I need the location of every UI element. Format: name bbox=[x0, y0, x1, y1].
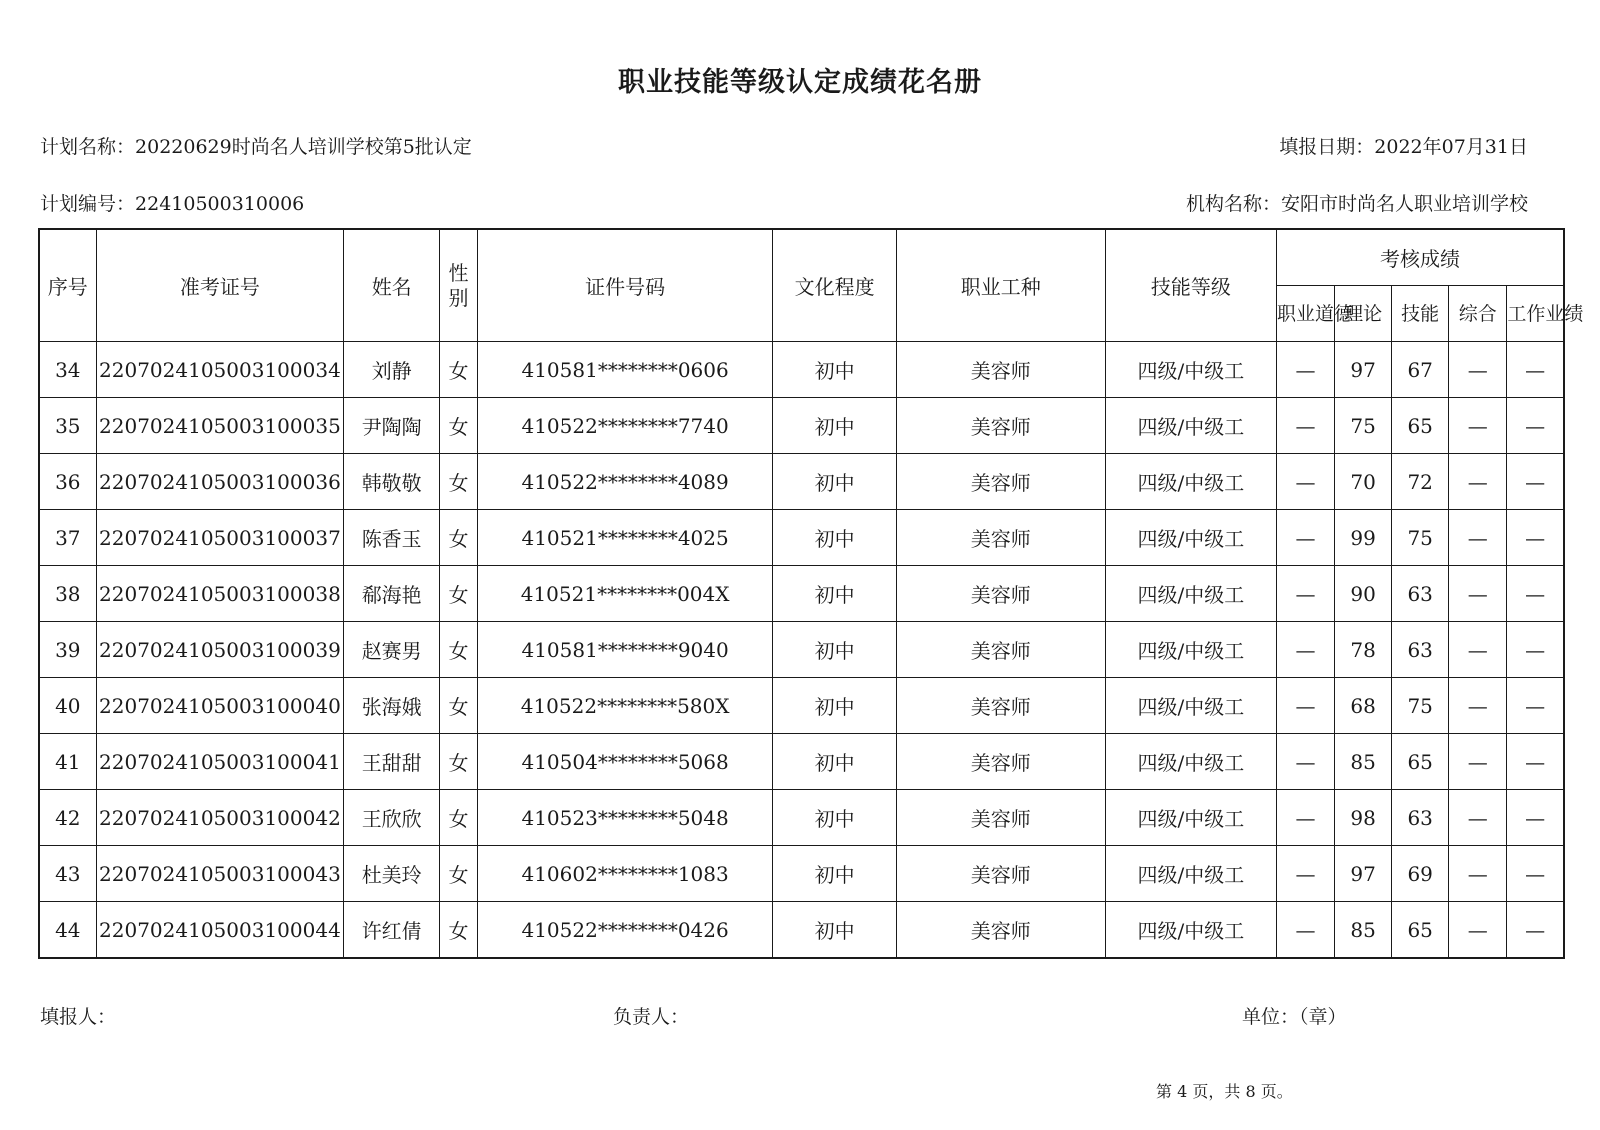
cell-education: 初中 bbox=[773, 678, 896, 734]
cell-theory: 75 bbox=[1335, 398, 1392, 454]
cell-skill: 69 bbox=[1392, 846, 1449, 902]
cell-gender: 女 bbox=[440, 734, 478, 790]
col-header-skill: 技能 bbox=[1392, 286, 1449, 342]
cell-name: 陈香玉 bbox=[344, 510, 440, 566]
cell-ticket: 2207024105003100035 bbox=[96, 398, 344, 454]
cell-seq: 34 bbox=[39, 342, 96, 398]
cell-occupation: 美容师 bbox=[896, 790, 1105, 846]
plan-name-line bbox=[40, 132, 472, 159]
cell-skill: 67 bbox=[1392, 342, 1449, 398]
cell-education: 初中 bbox=[773, 398, 896, 454]
cell-ethics: — bbox=[1276, 734, 1334, 790]
org-name-value: 安阳市时尚名人职业培训学校 bbox=[1280, 193, 1528, 215]
cell-work: — bbox=[1507, 510, 1564, 566]
cell-overall: — bbox=[1449, 902, 1507, 959]
header-row bbox=[39, 229, 1564, 286]
cell-theory: 97 bbox=[1335, 342, 1392, 398]
cell-id-no: 410602********1083 bbox=[477, 846, 773, 902]
cell-level: 四级/中级工 bbox=[1105, 790, 1276, 846]
cell-ethics: — bbox=[1276, 678, 1334, 734]
cell-skill: 63 bbox=[1392, 622, 1449, 678]
cell-ethics: — bbox=[1276, 398, 1334, 454]
cell-work: — bbox=[1507, 454, 1564, 510]
cell-skill: 65 bbox=[1392, 734, 1449, 790]
cell-name: 刘静 bbox=[344, 342, 440, 398]
cell-overall: — bbox=[1449, 342, 1507, 398]
cell-work: — bbox=[1507, 902, 1564, 959]
table-row bbox=[39, 510, 1564, 566]
cell-theory: 97 bbox=[1335, 846, 1392, 902]
cell-gender: 女 bbox=[440, 790, 478, 846]
cell-ethics: — bbox=[1276, 902, 1334, 959]
cell-name: 王甜甜 bbox=[344, 734, 440, 790]
cell-education: 初中 bbox=[773, 510, 896, 566]
plan-no-value: 22410500310006 bbox=[135, 193, 305, 215]
cell-id-no: 410504********5068 bbox=[477, 734, 773, 790]
cell-ethics: — bbox=[1276, 566, 1334, 622]
cell-level: 四级/中级工 bbox=[1105, 846, 1276, 902]
plan-no-label: 计划编号： bbox=[40, 193, 136, 215]
cell-ticket: 2207024105003100039 bbox=[96, 622, 344, 678]
table-row bbox=[39, 790, 1564, 846]
manager-label: 负责人： bbox=[613, 1006, 690, 1028]
cell-ticket: 2207024105003100041 bbox=[96, 734, 344, 790]
col-header-seq: 序号 bbox=[39, 229, 96, 342]
cell-work: — bbox=[1507, 398, 1564, 454]
table-row bbox=[39, 734, 1564, 790]
cell-theory: 70 bbox=[1335, 454, 1392, 510]
fill-date-value: 2022年07月31日 bbox=[1374, 136, 1528, 158]
cell-work: — bbox=[1507, 566, 1564, 622]
cell-ticket: 2207024105003100037 bbox=[96, 510, 344, 566]
table-row bbox=[39, 622, 1564, 678]
fill-date-label: 填报日期： bbox=[1279, 136, 1375, 158]
cell-ticket: 2207024105003100044 bbox=[96, 902, 344, 959]
cell-id-no: 410523********5048 bbox=[477, 790, 773, 846]
fill-date-line bbox=[1279, 132, 1528, 159]
cell-seq: 36 bbox=[39, 454, 96, 510]
cell-skill: 75 bbox=[1392, 510, 1449, 566]
cell-gender: 女 bbox=[440, 342, 478, 398]
cell-ethics: — bbox=[1276, 454, 1334, 510]
cell-gender: 女 bbox=[440, 398, 478, 454]
plan-name-value: 20220629时尚名人培训学校第5批认定 bbox=[135, 136, 472, 158]
cell-name: 郗海艳 bbox=[344, 566, 440, 622]
cell-seq: 42 bbox=[39, 790, 96, 846]
cell-seq: 39 bbox=[39, 622, 96, 678]
cell-ticket: 2207024105003100040 bbox=[96, 678, 344, 734]
cell-name: 赵赛男 bbox=[344, 622, 440, 678]
cell-name: 尹陶陶 bbox=[344, 398, 440, 454]
cell-gender: 女 bbox=[440, 678, 478, 734]
table-row bbox=[39, 342, 1564, 398]
cell-level: 四级/中级工 bbox=[1105, 342, 1276, 398]
cell-theory: 85 bbox=[1335, 734, 1392, 790]
cell-education: 初中 bbox=[773, 342, 896, 398]
cell-overall: — bbox=[1449, 790, 1507, 846]
col-header-name: 姓名 bbox=[344, 229, 440, 342]
cell-name: 张海娥 bbox=[344, 678, 440, 734]
cell-theory: 78 bbox=[1335, 622, 1392, 678]
cell-occupation: 美容师 bbox=[896, 510, 1105, 566]
cell-overall: — bbox=[1449, 734, 1507, 790]
col-header-level: 技能等级 bbox=[1105, 229, 1276, 342]
document-title: 职业技能等级认定成绩花名册 bbox=[618, 67, 982, 98]
cell-occupation: 美容师 bbox=[896, 454, 1105, 510]
cell-level: 四级/中级工 bbox=[1105, 622, 1276, 678]
cell-name: 杜美玲 bbox=[344, 846, 440, 902]
cell-skill: 65 bbox=[1392, 902, 1449, 959]
cell-ethics: — bbox=[1276, 622, 1334, 678]
cell-id-no: 410521********004X bbox=[477, 566, 773, 622]
table-row bbox=[39, 566, 1564, 622]
cell-id-no: 410521********4025 bbox=[477, 510, 773, 566]
col-header-overall: 综合 bbox=[1449, 286, 1507, 342]
cell-work: — bbox=[1507, 678, 1564, 734]
cell-overall: — bbox=[1449, 454, 1507, 510]
cell-skill: 65 bbox=[1392, 398, 1449, 454]
cell-level: 四级/中级工 bbox=[1105, 902, 1276, 959]
cell-work: — bbox=[1507, 734, 1564, 790]
cell-gender: 女 bbox=[440, 510, 478, 566]
cell-id-no: 410581********9040 bbox=[477, 622, 773, 678]
cell-level: 四级/中级工 bbox=[1105, 566, 1276, 622]
cell-work: — bbox=[1507, 342, 1564, 398]
cell-overall: — bbox=[1449, 398, 1507, 454]
col-header-ticket: 准考证号 bbox=[96, 229, 344, 342]
cell-gender: 女 bbox=[440, 566, 478, 622]
cell-name: 王欣欣 bbox=[344, 790, 440, 846]
cell-work: — bbox=[1507, 790, 1564, 846]
cell-seq: 44 bbox=[39, 902, 96, 959]
org-name-label: 机构名称： bbox=[1185, 193, 1281, 215]
cell-theory: 85 bbox=[1335, 902, 1392, 959]
cell-occupation: 美容师 bbox=[896, 342, 1105, 398]
table-row bbox=[39, 846, 1564, 902]
cell-seq: 41 bbox=[39, 734, 96, 790]
cell-overall: — bbox=[1449, 622, 1507, 678]
cell-education: 初中 bbox=[773, 846, 896, 902]
col-header-ethics: 职业道德 bbox=[1276, 286, 1334, 342]
cell-gender: 女 bbox=[440, 454, 478, 510]
cell-skill: 72 bbox=[1392, 454, 1449, 510]
col-header-id: 证件号码 bbox=[477, 229, 773, 342]
cell-id-no: 410522********4089 bbox=[477, 454, 773, 510]
cell-id-no: 410581********0606 bbox=[477, 342, 773, 398]
score-roster-table bbox=[38, 228, 1584, 959]
col-header-gender: 性别 bbox=[440, 229, 478, 342]
cell-theory: 98 bbox=[1335, 790, 1392, 846]
cell-ticket: 2207024105003100038 bbox=[96, 566, 344, 622]
cell-theory: 90 bbox=[1335, 566, 1392, 622]
cell-seq: 37 bbox=[39, 510, 96, 566]
cell-level: 四级/中级工 bbox=[1105, 454, 1276, 510]
cell-occupation: 美容师 bbox=[896, 398, 1105, 454]
cell-ethics: — bbox=[1276, 510, 1334, 566]
cell-level: 四级/中级工 bbox=[1105, 510, 1276, 566]
cell-overall: — bbox=[1449, 566, 1507, 622]
cell-ethics: — bbox=[1276, 790, 1334, 846]
cell-ticket: 2207024105003100042 bbox=[96, 790, 344, 846]
cell-skill: 63 bbox=[1392, 566, 1449, 622]
cell-gender: 女 bbox=[440, 622, 478, 678]
org-name-line bbox=[1186, 189, 1528, 216]
cell-education: 初中 bbox=[773, 454, 896, 510]
cell-seq: 43 bbox=[39, 846, 96, 902]
cell-ticket: 2207024105003100034 bbox=[96, 342, 344, 398]
cell-occupation: 美容师 bbox=[896, 902, 1105, 959]
table-row bbox=[39, 454, 1564, 510]
cell-work: — bbox=[1507, 622, 1564, 678]
cell-seq: 38 bbox=[39, 566, 96, 622]
cell-theory: 99 bbox=[1335, 510, 1392, 566]
table-row bbox=[39, 398, 1564, 454]
col-header-scores: 考核成绩 bbox=[1276, 229, 1564, 286]
cell-occupation: 美容师 bbox=[896, 678, 1105, 734]
cell-level: 四级/中级工 bbox=[1105, 398, 1276, 454]
cell-occupation: 美容师 bbox=[896, 566, 1105, 622]
plan-name-label: 计划名称： bbox=[40, 136, 136, 158]
col-header-occupation: 职业工种 bbox=[896, 229, 1105, 342]
cell-occupation: 美容师 bbox=[896, 846, 1105, 902]
cell-name: 韩敬敬 bbox=[344, 454, 440, 510]
cell-seq: 35 bbox=[39, 398, 96, 454]
plan-no-line bbox=[40, 189, 304, 216]
cell-gender: 女 bbox=[440, 846, 478, 902]
cell-occupation: 美容师 bbox=[896, 622, 1105, 678]
cell-overall: — bbox=[1449, 846, 1507, 902]
cell-work: — bbox=[1507, 846, 1564, 902]
cell-seq: 40 bbox=[39, 678, 96, 734]
cell-education: 初中 bbox=[773, 622, 896, 678]
filler-label: 填报人： bbox=[40, 1006, 117, 1028]
unit-seal-label: 单位：（章） bbox=[1242, 1006, 1347, 1028]
cell-name: 许红倩 bbox=[344, 902, 440, 959]
cell-level: 四级/中级工 bbox=[1105, 734, 1276, 790]
cell-education: 初中 bbox=[773, 902, 896, 959]
cell-overall: — bbox=[1449, 678, 1507, 734]
cell-id-no: 410522********580X bbox=[477, 678, 773, 734]
cell-skill: 63 bbox=[1392, 790, 1449, 846]
cell-theory: 68 bbox=[1335, 678, 1392, 734]
page-counter: 第 4 页，共 8 页。 bbox=[1156, 1082, 1293, 1101]
cell-ethics: — bbox=[1276, 846, 1334, 902]
cell-level: 四级/中级工 bbox=[1105, 678, 1276, 734]
cell-education: 初中 bbox=[773, 734, 896, 790]
cell-skill: 75 bbox=[1392, 678, 1449, 734]
cell-id-no: 410522********0426 bbox=[477, 902, 773, 959]
table-row bbox=[39, 678, 1564, 734]
col-header-theory: 理论 bbox=[1335, 286, 1392, 342]
cell-gender: 女 bbox=[440, 902, 478, 959]
col-header-education: 文化程度 bbox=[773, 229, 896, 342]
cell-id-no: 410522********7740 bbox=[477, 398, 773, 454]
col-header-work: 工作业绩 bbox=[1507, 286, 1564, 342]
cell-education: 初中 bbox=[773, 566, 896, 622]
cell-ticket: 2207024105003100036 bbox=[96, 454, 344, 510]
cell-education: 初中 bbox=[773, 790, 896, 846]
table-row bbox=[39, 902, 1564, 959]
cell-overall: — bbox=[1449, 510, 1507, 566]
cell-ethics: — bbox=[1276, 342, 1334, 398]
cell-ticket: 2207024105003100043 bbox=[96, 846, 344, 902]
cell-occupation: 美容师 bbox=[896, 734, 1105, 790]
